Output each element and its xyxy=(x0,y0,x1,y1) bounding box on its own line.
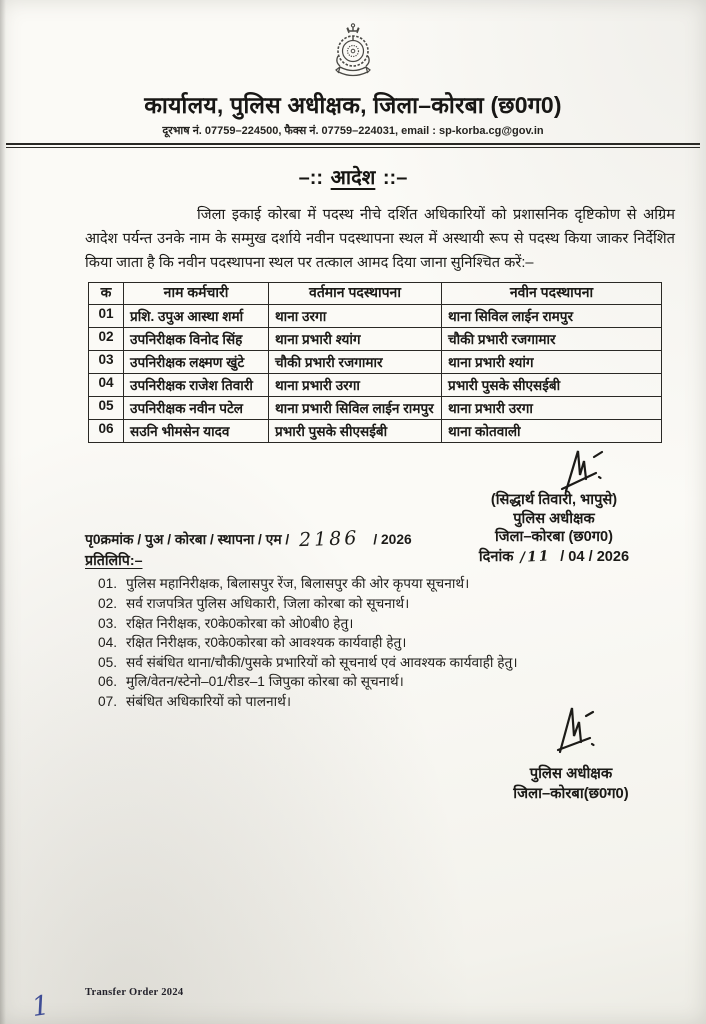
order-heading-suffix: ::– xyxy=(382,167,408,190)
signature-area-2 xyxy=(0,712,706,817)
signatory-name: (सिद्धार्थ तिवारी, भापुसे) xyxy=(490,492,618,509)
order-paragraph: जिला इकाई कोरबा में पदस्थ नीचे दर्शित अधिकारियों को प्रशासनिक दृष्टिकोण से अग्रिम आदेश पर्यन्त उनके नाम के सम्मुख दर्शाये नवीन पदस्थापना स्थल में अस्थायी रूप से पदस्थ किया जाकर निर्देशित किया जाता है कि नवीन पदस्थापना स्थल पर तत्काल आमद दिया जाना सुनिश्चित करें:– xyxy=(85,207,675,272)
reference-suffix: / 2026 xyxy=(373,532,412,548)
order-heading xyxy=(0,163,706,190)
signatory-designation: पुलिस अधीक्षक xyxy=(513,510,595,527)
date-day-handwritten: /11 xyxy=(519,548,551,566)
table-row xyxy=(89,351,662,374)
signatory-block-1 xyxy=(424,491,684,566)
cell-name: उपनिरीक्षक राजेश तिवारी xyxy=(124,374,269,397)
cell-name: उपनिरीक्षक लक्ष्मण खुंटे xyxy=(124,351,269,374)
office-title: कार्यालय, पुलिस अधीक्षक, जिला–कोरबा (छ0ग0) xyxy=(144,92,562,118)
cell-current-posting: थाना प्रभारी सिविल लाईन रामपुर xyxy=(269,397,442,420)
copies-item xyxy=(98,672,643,692)
cell-name: सउनि भीमसेन यादव xyxy=(124,420,269,443)
signature-scribble-icon xyxy=(544,445,614,497)
cell-name: प्रशि. उपुअ आस्था शर्मा xyxy=(124,305,269,328)
table-row xyxy=(89,397,662,420)
cell-current-posting: थाना प्रभारी उरगा xyxy=(269,374,442,397)
contact-line: दूरभाष नं. 07759–224500, फैक्स नं. 07759–224031, email : sp-korba.cg@gov.in xyxy=(162,125,544,137)
date-line xyxy=(424,548,684,567)
date-label: दिनांक xyxy=(478,548,514,565)
cell-serial: 05 xyxy=(89,397,124,420)
copies-item-text: सर्व संबंधित थाना/चौकी/पुसके प्रभारियों को सूचनार्थ एवं आवश्यक कार्यवाही हेतु। xyxy=(126,654,518,670)
signatory-district: जिला–कोरबा(छ0ग0) xyxy=(513,785,629,802)
cell-serial: 03 xyxy=(89,351,124,374)
col-header-current-posting: वर्तमान पदस्थापना xyxy=(269,283,442,305)
table-row xyxy=(89,305,662,328)
reference-number-handwritten: 2186 xyxy=(298,527,360,552)
copies-heading: प्रतिलिपि:– xyxy=(85,553,143,570)
reference-prefix: पृ0क्रमांक / पुअ / कोरबा / स्थापना / एम / xyxy=(85,532,290,548)
date-month-year: / 04 / 2026 xyxy=(560,548,630,565)
copies-item-text: रक्षित निरीक्षक, र0के0कोरबा को आवश्यक कार्यवाही हेतु। xyxy=(126,635,407,651)
cell-serial: 02 xyxy=(89,328,124,351)
cell-new-posting: प्रभारी पुसके सीएसईबी xyxy=(442,374,662,397)
cell-name: उपनिरीक्षक नवीन पटेल xyxy=(124,397,269,420)
copies-item-number: 02. xyxy=(98,595,118,611)
cell-serial: 06 xyxy=(89,420,124,443)
police-crest-icon xyxy=(327,22,379,86)
col-header-name: नाम कर्मचारी xyxy=(124,283,269,305)
copies-item-number: 03. xyxy=(98,615,118,631)
copies-item xyxy=(98,594,643,614)
copies-item xyxy=(98,633,643,653)
copies-item-text: रक्षित निरीक्षक, र0के0कोरबा को ओ0बी0 हेतु। xyxy=(126,615,354,631)
copies-item-text: मुलि/वेतन/स्टेनो–01/रीडर–1 जिपुका कोरबा को सूचनार्थ। xyxy=(126,674,404,690)
cell-name: उपनिरीक्षक विनोद सिंह xyxy=(124,328,269,351)
order-heading-prefix: –:: xyxy=(298,167,324,190)
copies-item-text: सर्व राजपत्रित पुलिस अधिकारी, जिला कोरबा को सूचनार्थ। xyxy=(126,595,410,611)
table-row xyxy=(89,420,662,443)
cell-serial: 01 xyxy=(89,305,124,328)
cell-new-posting: थाना सिविल लाईन रामपुर xyxy=(442,305,662,328)
order-heading-word: आदेश xyxy=(330,167,376,190)
copies-item-text: पुलिस महानिरीक्षक, बिलासपुर रेंज, बिलासपुर की ओर कृपया सूचनार्थ। xyxy=(126,576,470,592)
col-header-new-posting: नवीन पदस्थापना xyxy=(442,283,662,305)
table-row xyxy=(89,374,662,397)
copies-item-number: 07. xyxy=(98,693,118,709)
cell-current-posting: थाना प्रभारी श्यांग xyxy=(269,328,442,351)
signatory-designation: पुलिस अधीक्षक xyxy=(529,765,613,782)
signature-scribble-icon xyxy=(542,700,606,760)
cell-new-posting: चौकी प्रभारी रजगामार xyxy=(442,328,662,351)
cell-current-posting: चौकी प्रभारी रजगामार xyxy=(269,351,442,374)
copies-item xyxy=(98,653,643,673)
copies-item xyxy=(98,614,643,634)
copies-item-number: 06. xyxy=(98,674,118,690)
copies-item-text: संबंधित अधिकारियों को पालनार्थ। xyxy=(126,693,292,709)
cell-new-posting: थाना प्रभारी श्यांग xyxy=(442,351,662,374)
cell-current-posting: प्रभारी पुसके सीएसईबी xyxy=(269,420,442,443)
copies-item-number: 04. xyxy=(98,635,118,651)
table-row xyxy=(89,328,662,351)
footer-note: Transfer Order 2024 xyxy=(85,987,184,998)
copies-item xyxy=(98,574,643,594)
transfer-table xyxy=(88,282,662,443)
handwritten-page-mark: 1 xyxy=(29,989,52,1024)
col-header-serial: क xyxy=(89,283,124,305)
copies-item-number: 01. xyxy=(98,576,118,592)
copies-item-number: 05. xyxy=(98,654,118,670)
cell-new-posting: थाना कोतवाली xyxy=(442,420,662,443)
cell-new-posting: थाना प्रभारी उरगा xyxy=(442,397,662,420)
signatory-district: जिला–कोरबा (छ0ग0) xyxy=(495,529,613,546)
cell-serial: 04 xyxy=(89,374,124,397)
table-header-row xyxy=(89,283,662,305)
signatory-block-2 xyxy=(476,764,666,804)
copies-list xyxy=(98,574,643,711)
cell-current-posting: थाना उरगा xyxy=(269,305,442,328)
header-divider xyxy=(6,143,700,148)
